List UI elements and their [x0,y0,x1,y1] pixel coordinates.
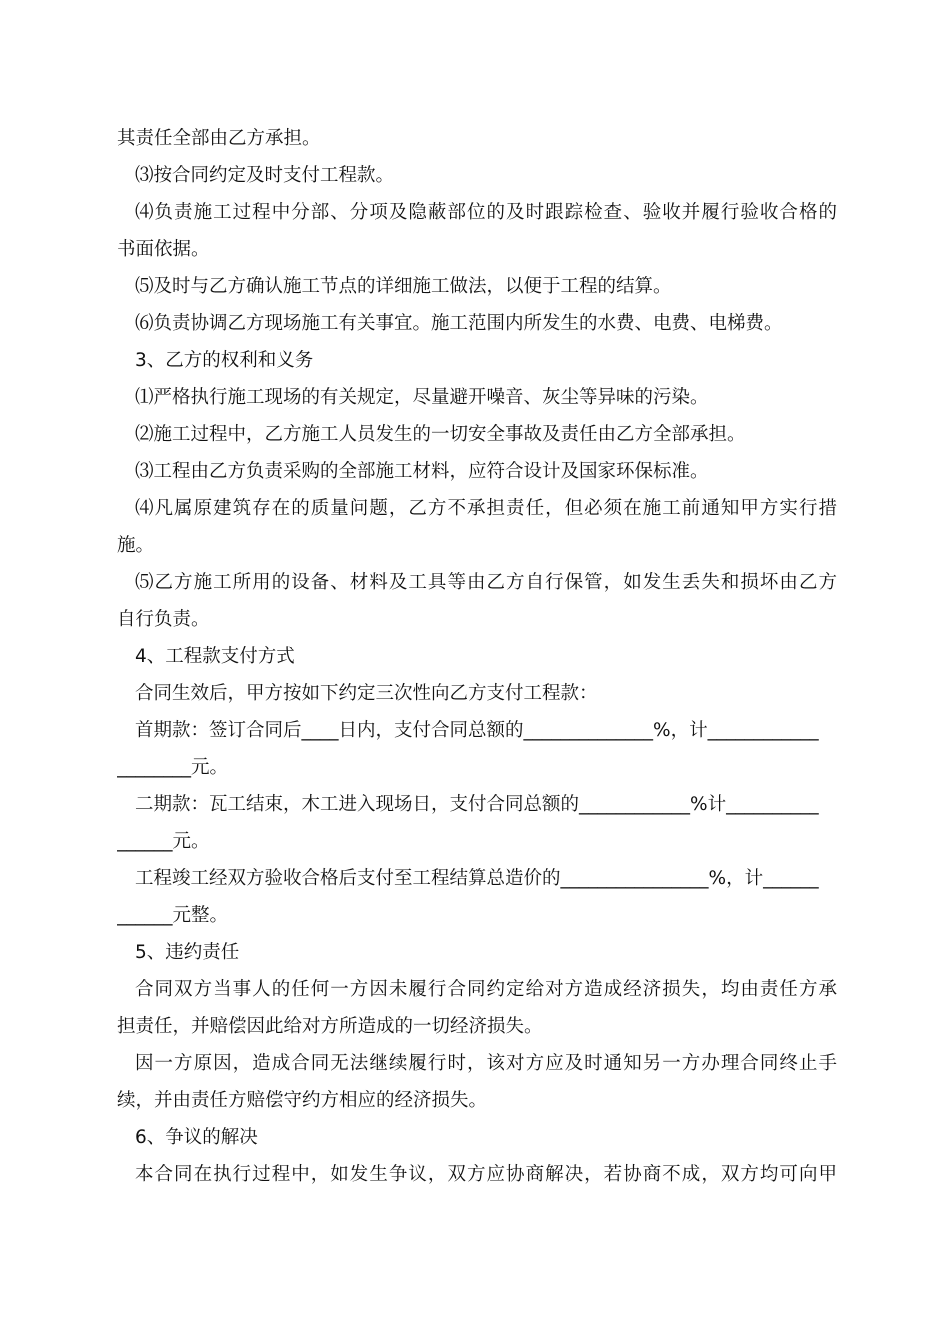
text-line: 续，并由责任方赔偿守约方相应的经济损失。 [117,1090,488,1111]
text-line: ⑶按合同约定及时支付工程款。 [135,165,395,186]
section-heading: 5、违约责任 [135,942,240,963]
text-line: 其责任全部由乙方承担。 [117,128,321,149]
payment-line-second-cont: ______元。 [117,831,210,852]
payment-line-first: 首期款：签订合同后____日内，支付合同总额的______________%，计____________ [135,720,819,741]
text-line: ⑷凡属原建筑存在的质量问题，乙方不承担责任，但必须在施工前通知甲方实行措 [135,498,837,519]
text-line: 合同双方当事人的任何一方因未履行合同约定给对方造成经济损失，均由责任方承 [135,979,837,1000]
text-line: 自行负责。 [117,609,210,630]
section-heading: 4、工程款支付方式 [135,646,295,667]
text-line: ⑸及时与乙方确认施工节点的详细施工做法，以便于工程的结算。 [135,276,672,297]
text-line: ⑸乙方施工所用的设备、材料及工具等由乙方自行保管，如发生丢失和损坏由乙方 [135,572,837,593]
text-line: 本合同在执行过程中，如发生争议，双方应协商解决，若协商不成，双方均可向甲 [135,1164,837,1185]
payment-line-first-cont: ________元。 [117,757,229,778]
payment-line-final-cont: ______元整。 [117,905,229,926]
text-line: ⑵施工过程中，乙方施工人员发生的一切安全事故及责任由乙方全部承担。 [135,424,746,445]
text-line: ⑴严格执行施工现场的有关规定，尽量避开噪音、灰尘等异味的污染。 [135,387,709,408]
text-line: 担责任，并赔偿因此给对方所造成的一切经济损失。 [117,1016,543,1037]
section-heading: 3、乙方的权利和义务 [135,350,314,371]
section-heading: 6、争议的解决 [135,1127,258,1148]
payment-line-second: 二期款：瓦工结束，木工进入现场日，支付合同总额的____________%计__________ [135,794,819,815]
text-line: ⑹负责协调乙方现场施工有关事宜。施工范围内所发生的水费、电费、电梯费。 [135,313,783,334]
text-line: 因一方原因，造成合同无法继续履行时，该对方应及时通知另一方办理合同终止手 [135,1053,837,1074]
text-line: 合同生效后，甲方按如下约定三次性向乙方支付工程款： [135,683,598,704]
text-line: 施。 [117,535,155,556]
text-line: 书面依据。 [117,239,210,260]
contract-body [117,120,837,1193]
text-line: ⑷负责施工过程中分部、分项及隐蔽部位的及时跟踪检查、验收并履行验收合格的 [135,202,837,223]
text-line: ⑶工程由乙方负责采购的全部施工材料，应符合设计及国家环保标准。 [135,461,709,482]
payment-line-final: 工程竣工经双方验收合格后支付至工程结算总造价的________________%，计______ [135,868,819,889]
